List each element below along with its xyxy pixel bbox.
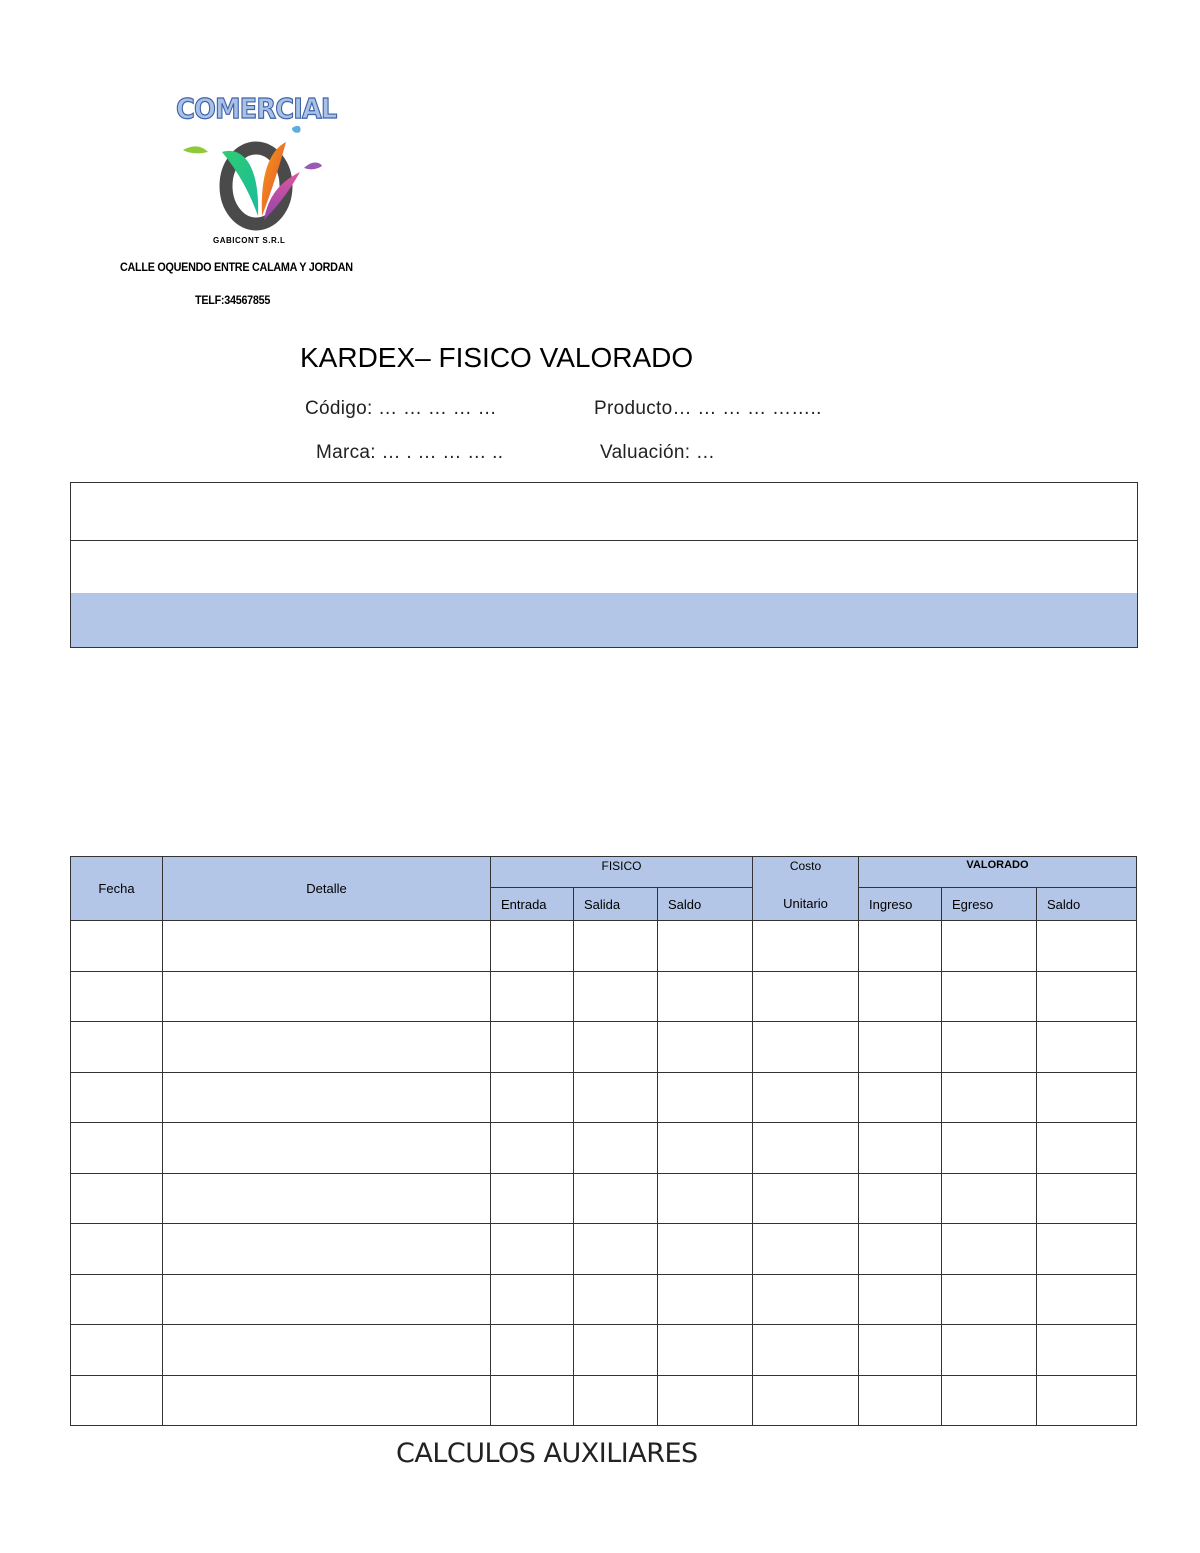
table-cell[interactable]: [71, 1022, 163, 1073]
table-cell[interactable]: [753, 1325, 859, 1376]
table-cell[interactable]: [491, 1022, 574, 1073]
table-row: [71, 1123, 1137, 1174]
table-cell[interactable]: [942, 1173, 1037, 1224]
table-cell[interactable]: [859, 971, 942, 1022]
header-entrada: Entrada: [491, 888, 574, 921]
table-cell[interactable]: [658, 1224, 753, 1275]
table-cell[interactable]: [1037, 1173, 1137, 1224]
table-cell[interactable]: [658, 921, 753, 972]
table-cell[interactable]: [71, 1072, 163, 1123]
table-cell[interactable]: [163, 921, 491, 972]
field-codigo[interactable]: Código: … … … … …: [305, 398, 497, 419]
table-cell[interactable]: [753, 921, 859, 972]
table-cell[interactable]: [71, 971, 163, 1022]
document-title: KARDEX– FISICO VALORADO: [300, 342, 694, 373]
table-cell[interactable]: [491, 1274, 574, 1325]
table-cell[interactable]: [1037, 921, 1137, 972]
table-cell[interactable]: [859, 1072, 942, 1123]
table-cell[interactable]: [491, 1375, 574, 1426]
header-valorado: VALORADO: [859, 857, 1137, 888]
logo-brand-text: COMERCIAL: [176, 92, 337, 125]
table-cell[interactable]: [163, 1274, 491, 1325]
summary-row[interactable]: [71, 540, 1137, 594]
table-cell[interactable]: [71, 921, 163, 972]
header-fecha: Fecha: [71, 857, 163, 921]
table-cell[interactable]: [859, 1123, 942, 1174]
table-cell[interactable]: [942, 1325, 1037, 1376]
summary-box: [70, 482, 1138, 648]
field-producto[interactable]: Producto… … … … ……..: [594, 398, 822, 419]
header-egreso: Egreso: [942, 888, 1037, 921]
table-cell[interactable]: [942, 921, 1037, 972]
field-marca[interactable]: Marca: … . … … … ..: [316, 442, 504, 463]
table-cell[interactable]: [753, 971, 859, 1022]
table-cell[interactable]: [658, 1072, 753, 1123]
table-cell[interactable]: [753, 1173, 859, 1224]
table-cell[interactable]: [658, 1022, 753, 1073]
table-row: [71, 921, 1137, 972]
table-cell[interactable]: [574, 921, 658, 972]
table-cell[interactable]: [859, 1022, 942, 1073]
table-cell[interactable]: [1037, 1325, 1137, 1376]
kardex-body: [71, 921, 1137, 1426]
table-cell[interactable]: [859, 921, 942, 972]
table-cell[interactable]: [491, 1072, 574, 1123]
table-cell[interactable]: [859, 1274, 942, 1325]
table-cell[interactable]: [491, 1123, 574, 1174]
header-saldo-fisico: Saldo: [658, 888, 753, 921]
table-cell[interactable]: [71, 1224, 163, 1275]
table-cell[interactable]: [1037, 1224, 1137, 1275]
logo-company-name: GABICONT S.R.L: [213, 236, 286, 245]
table-cell[interactable]: [753, 1022, 859, 1073]
table-row: [71, 1224, 1137, 1275]
table-cell[interactable]: [658, 1325, 753, 1376]
summary-row[interactable]: [71, 483, 1137, 541]
table-row: [71, 1325, 1137, 1376]
table-cell[interactable]: [71, 1123, 163, 1174]
field-valuacion[interactable]: Valuación: …: [600, 442, 716, 463]
table-cell[interactable]: [859, 1375, 942, 1426]
table-cell[interactable]: [753, 1123, 859, 1174]
table-row: [71, 1072, 1137, 1123]
table-cell[interactable]: [942, 1224, 1037, 1275]
table-row: [71, 1375, 1137, 1426]
table-cell[interactable]: [491, 1224, 574, 1275]
table-cell[interactable]: [491, 1325, 574, 1376]
company-phone: TELF:34567855: [195, 293, 271, 307]
table-cell[interactable]: [71, 1274, 163, 1325]
table-cell[interactable]: [1037, 1022, 1137, 1073]
table-row: [71, 1274, 1137, 1325]
table-cell[interactable]: [574, 1375, 658, 1426]
header-costo: Costo: [753, 857, 859, 888]
header-fisico: FISICO: [491, 857, 753, 888]
table-cell[interactable]: [163, 1123, 491, 1174]
table-cell[interactable]: [574, 1274, 658, 1325]
table-cell[interactable]: [942, 971, 1037, 1022]
table-cell[interactable]: [574, 1173, 658, 1224]
table-cell[interactable]: [163, 971, 491, 1022]
table-cell[interactable]: [71, 1375, 163, 1426]
table-cell[interactable]: [658, 1173, 753, 1224]
table-cell[interactable]: [491, 971, 574, 1022]
table-cell[interactable]: [658, 1274, 753, 1325]
auxiliary-calculations-title: CALCULOS AUXILIARES: [396, 1438, 698, 1469]
table-cell[interactable]: [163, 1173, 491, 1224]
table-cell[interactable]: [163, 1072, 491, 1123]
table-cell[interactable]: [574, 1325, 658, 1376]
logo-emblem-icon: [180, 124, 330, 234]
header-saldo-valorado: Saldo: [1037, 888, 1137, 921]
table-cell[interactable]: [1037, 971, 1137, 1022]
table-row: [71, 1022, 1137, 1073]
company-logo: [110, 88, 380, 318]
table-cell[interactable]: [942, 1072, 1037, 1123]
header-salida: Salida: [574, 888, 658, 921]
header-unitario: Unitario: [753, 888, 859, 921]
table-cell[interactable]: [859, 1325, 942, 1376]
table-cell[interactable]: [1037, 1274, 1137, 1325]
table-row: [71, 1173, 1137, 1224]
table-cell[interactable]: [163, 1325, 491, 1376]
table-cell[interactable]: [1037, 1375, 1137, 1426]
table-cell[interactable]: [658, 971, 753, 1022]
table-cell[interactable]: [574, 1072, 658, 1123]
table-cell[interactable]: [163, 1224, 491, 1275]
table-cell[interactable]: [71, 1173, 163, 1224]
table-cell[interactable]: [942, 1123, 1037, 1174]
table-cell[interactable]: [942, 1375, 1037, 1426]
table-cell[interactable]: [491, 921, 574, 972]
table-cell[interactable]: [859, 1224, 942, 1275]
table-cell[interactable]: [753, 1072, 859, 1123]
table-cell[interactable]: [1037, 1072, 1137, 1123]
company-address: CALLE OQUENDO ENTRE CALAMA Y JORDAN: [120, 260, 353, 274]
table-cell[interactable]: [1037, 1123, 1137, 1174]
table-cell[interactable]: [859, 1173, 942, 1224]
table-cell[interactable]: [71, 1325, 163, 1376]
table-cell[interactable]: [163, 1022, 491, 1073]
table-cell[interactable]: [753, 1224, 859, 1275]
table-cell[interactable]: [491, 1173, 574, 1224]
table-cell[interactable]: [574, 971, 658, 1022]
kardex-table: [70, 856, 1137, 1426]
table-cell[interactable]: [574, 1022, 658, 1073]
table-cell[interactable]: [942, 1274, 1037, 1325]
table-cell[interactable]: [574, 1224, 658, 1275]
table-row: [71, 971, 1137, 1022]
table-cell[interactable]: [942, 1022, 1037, 1073]
table-cell[interactable]: [163, 1375, 491, 1426]
table-cell[interactable]: [658, 1123, 753, 1174]
summary-header-band: [71, 593, 1137, 647]
table-cell[interactable]: [658, 1375, 753, 1426]
table-cell[interactable]: [574, 1123, 658, 1174]
header-ingreso: Ingreso: [859, 888, 942, 921]
table-cell[interactable]: [753, 1274, 859, 1325]
header-detalle: Detalle: [163, 857, 491, 921]
table-cell[interactable]: [753, 1375, 859, 1426]
